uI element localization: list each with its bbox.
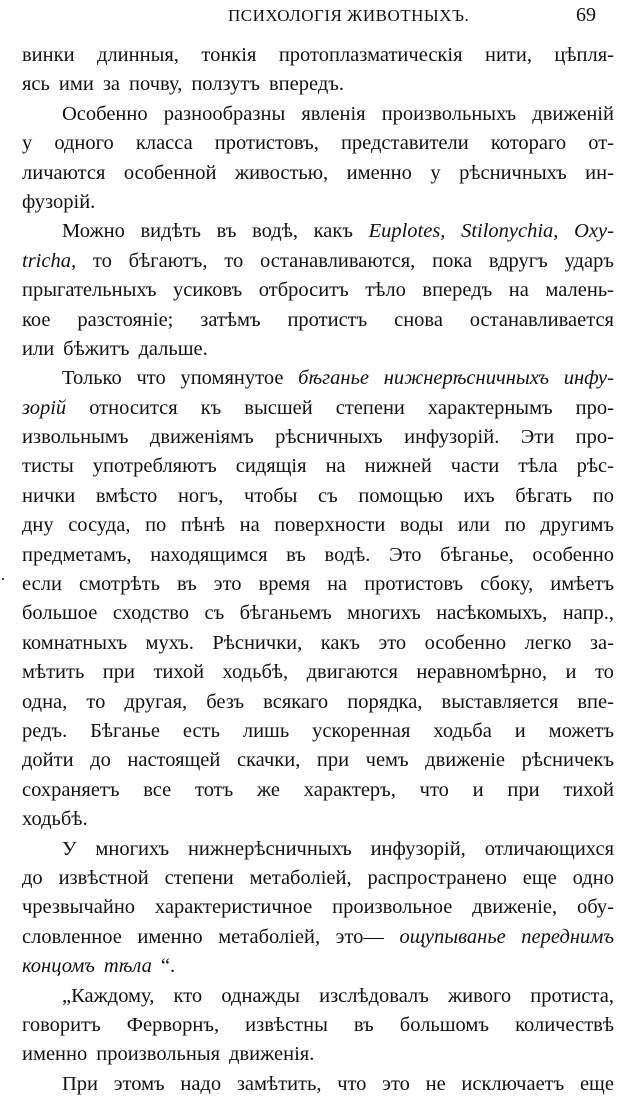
word: къ [200, 396, 222, 419]
text-line [22, 776, 614, 805]
body-text [22, 41, 614, 1099]
word: говоритъ [22, 1013, 101, 1036]
word: сбоку, [480, 573, 534, 596]
text-line [22, 629, 614, 658]
text-line [22, 805, 614, 834]
word: характеръ, [303, 778, 396, 801]
word: отличающихся [484, 837, 614, 860]
word: другая, [124, 690, 188, 713]
italic-word: нижнерѣсничныхъ [383, 367, 550, 390]
text-line [22, 100, 614, 129]
word: мѣтить [22, 661, 85, 684]
word: на [239, 514, 260, 537]
text-line [22, 688, 614, 717]
word: до [22, 866, 43, 889]
word: рѣсничныхъ [459, 161, 567, 184]
word: Ферворнъ, [126, 1013, 220, 1036]
word: „Каждому, [62, 984, 155, 1007]
italic-word: бѣганье [298, 367, 370, 390]
word: живостью, [234, 161, 329, 184]
italic-word: Oxy- [574, 220, 614, 243]
word: что [337, 1072, 367, 1095]
word: за- [589, 631, 614, 654]
word: нижней [364, 455, 432, 478]
word: извѣстны [245, 1013, 328, 1036]
text-line [22, 306, 614, 335]
word: протистовъ, [214, 132, 319, 155]
word: это [378, 631, 407, 654]
word: бѣганье, [440, 543, 514, 566]
word: количествѣ [515, 1013, 614, 1036]
word: усиковъ [172, 279, 243, 302]
word: сосуда, [68, 514, 131, 537]
word: разнообразны [163, 102, 286, 125]
word: части [450, 455, 500, 478]
word: Эти [520, 426, 555, 449]
word: отброситъ [258, 279, 349, 302]
word: имѣетъ [550, 573, 614, 596]
word: не [425, 1072, 446, 1095]
text-line [22, 129, 614, 158]
word: надо [180, 1072, 222, 1095]
word: относится [89, 396, 178, 419]
word: впередъ [422, 279, 493, 302]
page-number: 69 [576, 4, 596, 26]
word: пока [432, 249, 473, 272]
word: безъ [206, 690, 245, 713]
word: впе- [577, 690, 614, 713]
word: въ [353, 1013, 374, 1036]
word: нижнерѣсничныхъ [187, 837, 352, 860]
word: легко [524, 631, 572, 654]
word: ходьбѣ, [222, 661, 289, 684]
word: ползутъ [191, 73, 260, 96]
text-line [22, 41, 614, 70]
text-line [22, 70, 614, 99]
text-line [22, 1070, 614, 1099]
word: чемъ [365, 749, 409, 772]
word: при [102, 661, 135, 684]
word: метаболіей, [218, 925, 321, 948]
word: именно [137, 925, 203, 948]
text-line [22, 423, 614, 452]
word: про- [575, 396, 614, 419]
word: сходство [112, 602, 190, 625]
word: котораго [490, 132, 567, 155]
word: тихой [563, 778, 614, 801]
word: и [565, 661, 577, 684]
word: лишь [242, 719, 290, 742]
word: насѣкомыхъ, [436, 602, 548, 625]
word: ходьбѣ. [22, 808, 88, 831]
running-title: ПСИХОЛОГІЯ ЖИВОТНЫХЪ. [228, 6, 470, 25]
word: какъ [313, 220, 353, 243]
italic-word: тѣла [103, 955, 152, 978]
word: ихъ [463, 484, 495, 507]
word: останавливается [469, 308, 614, 331]
word: ясь [22, 73, 50, 96]
word: затѣмъ [200, 308, 261, 331]
word: движеній [532, 102, 614, 125]
text-line [22, 511, 614, 540]
word: характеристичное [154, 896, 313, 919]
word: съ [204, 602, 225, 625]
word: смотрѣть [78, 573, 160, 596]
word: вмѣсто [95, 484, 158, 507]
word: это [213, 573, 242, 596]
word: въ [216, 220, 237, 243]
text-line [22, 658, 614, 687]
word: находящимся [150, 543, 268, 566]
word: мухъ. [145, 631, 194, 654]
word: длинныя, [97, 44, 179, 66]
word: редъ. [22, 719, 68, 742]
word: рѣсничныхъ [275, 426, 383, 449]
italic-word: Stilonychia, [461, 220, 559, 243]
text-line [22, 247, 614, 276]
word: метаболіей, [249, 866, 352, 889]
word: это [382, 1072, 410, 1095]
word: какъ [320, 631, 361, 654]
word: неравномѣрно, [416, 661, 548, 684]
word: степени [164, 866, 234, 889]
word: кто [173, 984, 203, 1007]
italic-word: концомъ [22, 955, 95, 978]
word: малень- [545, 279, 614, 302]
word: можетъ [548, 719, 614, 742]
word: движенія. [229, 1043, 315, 1066]
word: дойти [22, 749, 74, 772]
word: дну [22, 514, 54, 537]
text-line [22, 159, 614, 188]
word: всякаго [263, 690, 329, 713]
italic-word: ощупыванье [399, 925, 506, 948]
italic-word: инфу- [563, 367, 614, 390]
text-line [22, 923, 614, 952]
word: употребляютъ [92, 455, 217, 478]
word: по [592, 484, 614, 507]
word: чрезвычайно [22, 896, 136, 919]
word: класса [135, 132, 193, 155]
word: предметамъ, [22, 543, 132, 566]
word: нички [22, 484, 76, 507]
word: съ [318, 484, 338, 507]
word: или [457, 514, 491, 537]
word: одного [54, 132, 114, 155]
word: впередъ. [269, 73, 344, 96]
word: рѣсничекъ [521, 749, 614, 772]
word: водѣ, [252, 220, 298, 243]
word: на [325, 455, 346, 478]
word: прыгательныхъ [22, 279, 157, 302]
word: степени [335, 396, 405, 419]
word: изслѣдовалъ [319, 984, 429, 1007]
text-line [22, 599, 614, 628]
word: однажды [221, 984, 300, 1007]
word: протоплазматическія [278, 44, 463, 66]
word: сохраняетъ [22, 778, 120, 801]
text-line [22, 394, 614, 423]
word: за [102, 73, 121, 96]
word: извольнымъ [22, 426, 129, 449]
word: останавливаются, [260, 249, 416, 272]
text-line [22, 835, 614, 864]
word: большое [22, 602, 98, 625]
word: по [504, 514, 526, 537]
word: нити, [484, 44, 532, 66]
word: от- [588, 132, 614, 155]
word: по [145, 514, 167, 537]
word: распространено [367, 866, 507, 889]
word: то [86, 690, 106, 713]
text-line [22, 541, 614, 570]
word: скачки, [236, 749, 301, 772]
word: инфузорій, [370, 837, 466, 860]
word: одно [572, 866, 614, 889]
word: Рѣснички, [212, 631, 303, 654]
italic-word: зорій [22, 396, 67, 419]
word: воды [399, 514, 444, 537]
word: особенно [424, 631, 507, 654]
word: представители [340, 132, 469, 155]
text-line [22, 893, 614, 922]
word: многихъ [347, 602, 421, 625]
word: время [258, 573, 311, 596]
margin-speck [2, 578, 4, 580]
word: Это [389, 543, 422, 566]
word: произвольныхъ [381, 102, 517, 125]
word: у [22, 132, 33, 155]
word: При [62, 1072, 99, 1095]
word: бѣжитъ [63, 337, 130, 360]
word: Бѣганье [90, 719, 160, 742]
word: У [62, 837, 77, 860]
word: въ [176, 573, 197, 596]
word: вдругъ [488, 249, 548, 272]
word: ударъ [564, 249, 614, 272]
italic-word: переднимъ [521, 925, 614, 948]
word: тѣло [365, 279, 406, 302]
word: ими [58, 73, 94, 96]
word: словленное [22, 925, 122, 948]
word: замѣтить, [236, 1072, 322, 1095]
word: ин- [585, 161, 614, 184]
word: Можно [62, 220, 125, 243]
word: произвольное [332, 896, 453, 919]
word: при [316, 749, 350, 772]
word: инфузорій. [404, 426, 500, 449]
text-line [22, 952, 614, 981]
word: тисты [22, 455, 74, 478]
word: рѣс- [576, 455, 614, 478]
text-line [22, 364, 614, 393]
word: ускоренная [312, 719, 411, 742]
word: что [136, 367, 166, 390]
word: произвольныя [96, 1043, 221, 1066]
word: этомъ [113, 1072, 165, 1095]
text-line [22, 276, 614, 305]
word: обу- [577, 896, 614, 919]
word: то [224, 249, 244, 272]
text-line [22, 982, 614, 1011]
text-line [22, 452, 614, 481]
word: протистовъ [364, 573, 464, 596]
word: характернымъ [427, 396, 553, 419]
word: особенно [532, 543, 614, 566]
word: ходьба [433, 719, 492, 742]
word: при [507, 778, 540, 801]
word: еще [579, 1072, 614, 1095]
word: бѣганьемъ [239, 602, 332, 625]
word: что [419, 778, 449, 801]
word: движеніямъ [149, 426, 254, 449]
word: напр., [562, 602, 614, 625]
word: ногъ, [177, 484, 224, 507]
text-line [22, 717, 614, 746]
word: чтобы [243, 484, 298, 507]
word: бѣгать [515, 484, 573, 507]
text-line [22, 570, 614, 599]
text-line [22, 335, 614, 364]
word: пѣнѣ [180, 514, 226, 537]
word: живого [448, 984, 512, 1007]
word: личаются [22, 161, 106, 184]
text-line [22, 482, 614, 511]
word: тѣла [518, 455, 558, 478]
text-line [22, 188, 614, 217]
word: поверхности [274, 514, 386, 537]
word: про- [575, 426, 614, 449]
word: именно [22, 1043, 88, 1066]
word: водѣ. [324, 543, 371, 566]
text-line [22, 217, 614, 246]
word: разстояніе; [77, 308, 174, 331]
word: движеніе [425, 749, 506, 772]
word: и [472, 778, 484, 801]
word: двигаются [306, 661, 398, 684]
text-line [22, 1040, 614, 1069]
word: комнатныхъ [22, 631, 128, 654]
word: на [508, 279, 529, 302]
text-line [22, 1011, 614, 1040]
word: извѣстной [58, 866, 149, 889]
word: тотъ [195, 778, 234, 801]
word: особенной [123, 161, 217, 184]
word: снова [394, 308, 443, 331]
word: фузорій. [22, 190, 96, 213]
word: и [514, 719, 526, 742]
word: на [327, 573, 348, 596]
word: еще [522, 866, 557, 889]
word: винки [22, 44, 75, 66]
word: явленія [301, 102, 366, 125]
word: “. [160, 955, 176, 978]
word: тонкія [201, 44, 257, 66]
word: видѣть [140, 220, 202, 243]
word: движеніе, [472, 896, 558, 919]
word: у [430, 161, 441, 184]
word: то [594, 661, 614, 684]
word: другимъ [540, 514, 614, 537]
word: это— [335, 925, 384, 948]
word: сидящія [235, 455, 307, 478]
word: или [22, 337, 55, 360]
italic-word: tricha, [22, 249, 77, 272]
word: настоящей [127, 749, 221, 772]
word: многихъ [95, 837, 170, 860]
word: Особенно [62, 102, 148, 125]
word: въ [286, 543, 306, 566]
word: протиста, [530, 984, 614, 1007]
word: кое [22, 308, 51, 331]
word: до [90, 749, 111, 772]
word: Только [62, 367, 122, 390]
word: помощью [358, 484, 443, 507]
word: исключаетъ [461, 1072, 565, 1095]
word: дальше. [138, 337, 208, 360]
word: почву, [129, 73, 183, 96]
text-line [22, 746, 614, 775]
word: одна, [22, 690, 68, 713]
word: если [22, 573, 62, 596]
word: все [143, 778, 172, 801]
word: высшей [244, 396, 313, 419]
word: порядка, [347, 690, 423, 713]
word: цѣпля- [554, 44, 614, 66]
word: большомъ [399, 1013, 489, 1036]
word: протистъ [287, 308, 368, 331]
word: есть [182, 719, 220, 742]
word: именно [346, 161, 412, 184]
word: тихой [153, 661, 205, 684]
word: же [257, 778, 280, 801]
word: то [92, 249, 112, 272]
text-line [22, 864, 614, 893]
word: выставляется [441, 690, 559, 713]
word: бѣгаютъ, [128, 249, 208, 272]
italic-word: Euplotes, [368, 220, 446, 243]
word: упомянутое [180, 367, 284, 390]
